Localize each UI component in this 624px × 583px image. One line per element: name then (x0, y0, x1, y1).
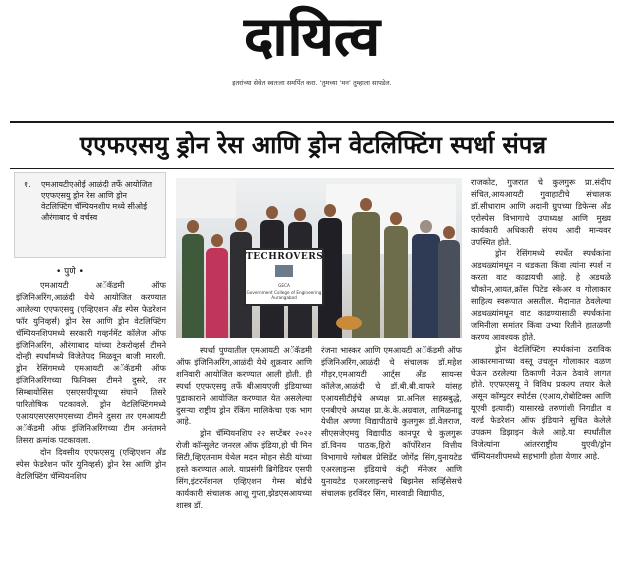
paragraph: एमआयटी अॅकॅडमी ऑफ इंजिनिअरिंग,आळंदी येथे आयोजित करण्यात आलेल्या एएफएसयु (एव्हिएशन अँड स्पेस फेडरेशन फॉर युनिव्हर्स) ड्रोन रेस आणि ड्रोन वेटलिफ्टिंग चॅम्पियनशिपमध्ये सरकारी गव्हर्नमेंट कॉलेज ऑफ इंजिनिअरिंग, औरंगाबाद यांच्या टेकरोव्हर्स टीमने दोन्ही स्पर्धांमध्ये विजेतेपद मिळवून बाजी मारली. ड्रोन रेसिंगमध्ये एमआयटी अॅकॅडमी ऑफ इंजिनिअरिंगच्या फिनिक्स टीमने दुसरे, तर सिम्बायोसिस एसएसपीयूच्या संघाने तिसरे पारितोषिक पटकावले. ड्रोन वेटलिफ्टिंगमध्ये एआयएसएसएमएसच्या टीमने दुसरा तर एमआयटी अॅकॅडमी ऑफ इंजिनिअरिंगच्या टीम अनंतमने तिसरा क्रमांक पटकावला. (16, 280, 166, 445)
board-logo-mark (275, 265, 293, 277)
paragraph: राजकोट, गुजरात चे कुलगुरू प्रा.संदीप संचित,आयआयटी गुवाहाटीचे संचालक डॉ.सीधाराम आणि अदानी ग्रुपच्या डिफेन्स अँड एरोस्पेस विभागाचे उपाध्यक्ष आणि मुख्य कार्यकारी अधिकारी संपथ आदी मान्यवर उपस्थित होते. (471, 177, 611, 247)
newspaper-logo: दायित्व (243, 4, 381, 68)
dateline: • पुणे • (56, 267, 84, 277)
headline-rule (10, 168, 614, 169)
paragraph: ड्रोन रेसिंगमध्ये स्पर्धेत स्पर्धकांना अडथळ्यांमधून न धडकता किंवा त्यांना स्पर्श न करता वाट काढायची आहे. हे अडथळे चौकोन,आयत,क्रॉस पिटेड स्केअर व गोलाकार साहित्य स्वरूपात असतील. मैदानात ठेवलेल्या अडथळ्यांमधून वाट काढण्यासाठी स्पर्धकांना जमिनीला समांतर किंवा उभ्या रितीने हातळणी करण्य आवश्यक होते. (471, 248, 611, 342)
paragraph: ड्रोन वेटलिफ्टिंग स्पर्धकांना ठराविक आकारमानाच्या वस्तू उचलून गोलाकार वळण घेऊन ठरलेल्या ठिकाणी नेऊन ठेवावे लागत होते. एएफएसयू ने विविध प्रकल्प तयार केले असून कॉम्पुटर स्पोर्टस (एआय,रोबोटिक्स आणि यूएवी इत्यादी) यासारखे तरुणांशी निगडीत व वर्ल्ड फेडरेशन ऑफ इंडियाने सुचित केलेले उपक्रम डिझाइन केले आहे.या स्पर्धांतील विजेत्यांना आंतरराष्ट्रीय युएवी/ड्रोन चॅम्पियनशीपमध्ये सहभागी होता येणार आहे. (471, 343, 611, 461)
highlight-number: १. (24, 180, 31, 189)
paragraph: रंजना भास्कर आणि एमआयटी अॅकॅडमी ऑफ इंजिनिअरिंग,आळंदी चे संचालक डॉ.महेश गौड़र,एमआयटी आर्ट्स अँड सायन्स कॉलेज,आळंदी चे डॉ.बी.बी.वाफरे यांसह एआयसीटीईचे अध्यक्ष प्रा.अनिल सहस्रबुद्धे, एनबीएचे अध्यक्ष प्रा.के.के.अग्रवाल, तामिळनाडू येथील अण्णा विद्यापीठाचे कुलगुरू डॉ.वेलराज, सीएसजेएमयु विद्यापीठ कानपूर चे कुलगुरू डॉ.विनय पाठक,हिरो कॉर्पोरेशन वित्तीय विभागाचे ग्लोबल प्रेसिडेंट जोगेंद्र सिंग,युनायटेड एअरलाइन्स इंडियाचे कंट्री मॅनेजर आणि युनायटेड एअरलाइन्सचे बिझनेस सर्व्हिसेसचे संचालक हरविंदर सिंग, मारवाडी विद्यापीठ, (321, 345, 462, 498)
board-subtitle: Government College of Engineering Aurangabad (246, 290, 322, 300)
highlight-text: एमआयटीएओई आळंदी तर्फे आयोजित एएफएसयु ड्रोन रेस आणि ड्रोन वेटलिफ्टिंग चॅम्पियनशीप मध्ये सीओई औरंगाबाद चे वर्चस्व (41, 180, 153, 222)
photo-person (438, 226, 460, 338)
paragraph: दोन दिवसीय एएफएसयु (एव्हिएशन अँड स्पेस फेडरेशन फॉर युनिव्हर्स) ड्रोन रेस आणि ड्रोन वेटलिफ्टिंग चॅम्पियनशिप (16, 446, 166, 481)
news-photo (176, 178, 462, 338)
tagline: इतरांच्या सेवेत स्वतःला समर्पित करा. ‘तुमच्या ‘मन’ तुम्हाला सापडेल. (232, 79, 392, 87)
team-board (244, 248, 324, 306)
photo-person (206, 234, 228, 338)
paragraph: ड्रोन चॅम्पियनशिप २२ सप्टेंबर २०२२ रोजी कॉन्सुलेट जनरल ऑफ इंडिया,हो ची मिन सिटी,व्हिएतनाम येथेल मदन मोहन सेठी यांच्या हस्ते करण्यात आले. याप्रसंगी ब्रिगेडियर एसपी सिंग,इंटरनॅशनल एव्हिएशन गेम्स बोर्डचे कार्यकारी संचालक आशू गुप्ता,झेडएसआयच्या शास्त्र डॉ. (176, 428, 312, 510)
photo-person (412, 220, 440, 338)
photo-backdrop-panel (176, 178, 236, 218)
photo-person (182, 220, 204, 338)
article-column-3 (321, 345, 462, 500)
article-column-2 (176, 345, 312, 512)
masthead (0, 4, 624, 68)
article-headline: एएफएसयु ड्रोन रेस आणि ड्रोन वेटलिफ्टिंग स्पर्धा संपन्न (79, 131, 547, 159)
board-logo-text: GECA (278, 283, 290, 288)
masthead-rule (10, 121, 614, 123)
highlight-box (14, 172, 166, 258)
board-title: TECHROVERS (246, 252, 324, 262)
flower-bouquet (336, 316, 362, 330)
paragraph: स्पर्धा पुण्यातील एमआयटी अॅकॅडमी ऑफ इंजिनिअरिंग,आळंदी येथे शुक्रवार आणि शनिवारी आयोजित करण्यात आली होती. ही स्पर्धा एएफएसयु तर्फे बीआयएजी इंडियाच्या पुढाकाराने आयोजित करण्यात येत असलेल्या दुसऱ्या राष्ट्रीय ड्रोन रॅकिंग मालिकेचा एक भाग आहे. (176, 345, 312, 427)
photo-person (384, 212, 408, 338)
article-column-1 (16, 280, 166, 482)
article-column-4 (471, 177, 611, 463)
